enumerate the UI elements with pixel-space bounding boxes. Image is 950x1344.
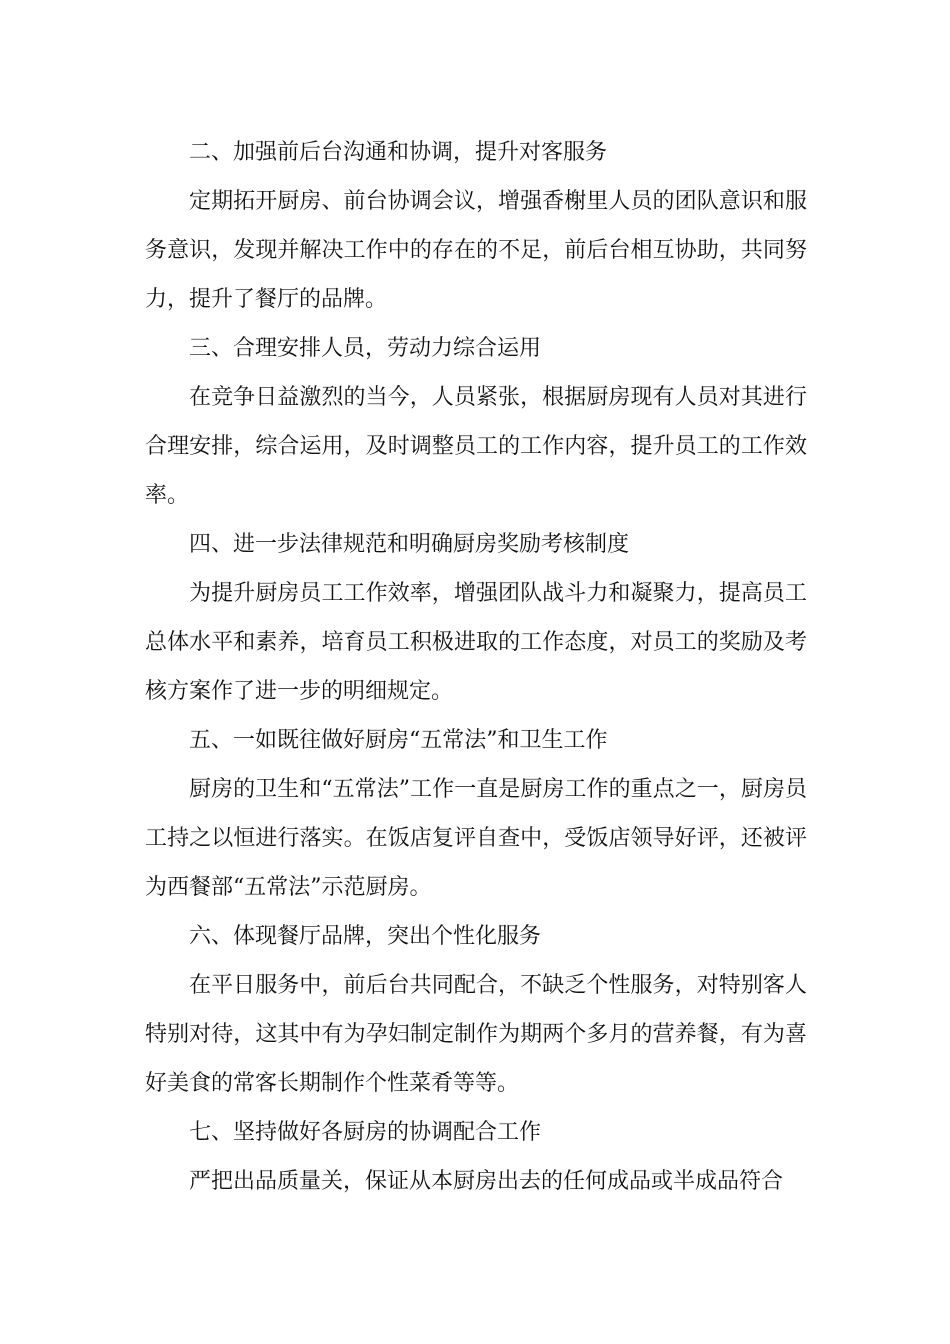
section-heading-5: 五、一如既往做好厨房“五常法”和卫生工作 [189, 728, 608, 753]
section-heading-3: 三、合理安排人员，劳动力综合运用 [189, 336, 542, 361]
section-heading-6: 六、体现餐厅品牌，突出个性化服务 [189, 924, 542, 949]
section-paragraph-6: 在平日服务中，前后台共同配合，不缺乏个性服务，对特别客人特别对待，这其中有为孕妇制定制作为期两个多月的营养餐，有为喜好美食的常客长期制作个性菜肴等等。 [145, 973, 807, 1096]
section-paragraph-3: 在竞争日益激烈的当今，人员紧张，根据厨房现有人员对其进行合理安排，综合运用，及时调整员工的工作内容，提升员工的工作效率。 [145, 385, 807, 508]
section-paragraph-5: 厨房的卫生和“五常法”工作一直是厨房工作的重点之一，厨房员工持之以恒进行落实。在饭店复评自查中，受饭店领导好评，还被评为西餐部“五常法”示范厨房。 [145, 777, 807, 900]
section-heading-2: 二、加强前后台沟通和协调，提升对客服务 [189, 140, 608, 165]
section-paragraph-4: 为提升厨房员工工作效率，增强团队战斗力和凝聚力，提高员工总体水平和素养，培育员工积极进取的工作态度，对员工的奖励及考核方案作了进一步的明细规定。 [145, 581, 807, 704]
document-body [145, 128, 807, 1206]
section-paragraph-2: 定期拓开厨房、前台协调会议，增强香榭里人员的团队意识和服务意识，发现并解决工作中的存在的不足，前后台相互协助，共同努力，提升了餐厅的品牌。 [145, 189, 807, 312]
section-paragraph-7: 严把出品质量关，保证从本厨房出去的任何成品或半成品符合 [189, 1169, 784, 1194]
section-heading-4: 四、进一步法律规范和明确厨房奖励考核制度 [189, 532, 630, 557]
section-heading-7: 七、坚持做好各厨房的协调配合工作 [189, 1120, 542, 1145]
